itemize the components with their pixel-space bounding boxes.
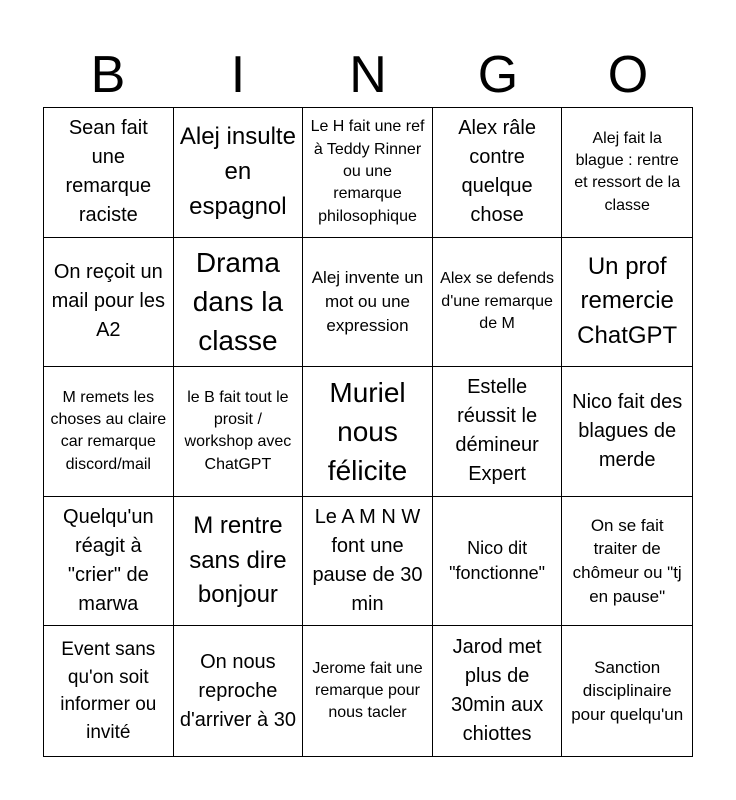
bingo-cell[interactable]: Event sans qu'on soit informer ou invité: [44, 626, 174, 756]
bingo-cell[interactable]: le B fait tout le prosit / workshop avec ChatGPT: [174, 367, 304, 497]
bingo-cell[interactable]: Alex se defends d'une remarque de M: [433, 238, 563, 368]
bingo-cell[interactable]: On se fait traiter de chômeur ou "tj en pause": [562, 497, 692, 627]
bingo-cell[interactable]: Nico fait des blagues de merde: [562, 367, 692, 497]
bingo-cell[interactable]: Le H fait une ref à Teddy Rinner ou une remarque philosophique: [303, 108, 433, 238]
header-letter-n: N: [349, 46, 387, 104]
bingo-cell[interactable]: On nous reproche d'arriver à 30: [174, 626, 304, 756]
bingo-header: [43, 40, 693, 110]
bingo-cell[interactable]: Sanction disciplinaire pour quelqu'un: [571, 657, 684, 725]
bingo-cell[interactable]: Alej fait la blague : rentre et ressort de la classe: [562, 108, 692, 238]
bingo-cell[interactable]: Alej insulte en espagnol: [174, 108, 304, 238]
bingo-cell[interactable]: Le A M N W font une pause de 30 min: [303, 497, 433, 627]
bingo-cell[interactable]: Jerome fait une remarque pour nous tacler: [303, 626, 433, 756]
bingo-cell[interactable]: M rentre sans dire bonjour: [174, 497, 304, 627]
bingo-cell[interactable]: Alej invente un mot ou une expression: [303, 238, 433, 368]
bingo-cell[interactable]: Muriel nous félicite: [303, 367, 433, 497]
bingo-cell[interactable]: Sean fait une remarque raciste: [44, 108, 174, 238]
header-letter-b: B: [90, 46, 126, 104]
header-letter-g: G: [477, 46, 519, 104]
header-letter-i: I: [230, 46, 246, 104]
bingo-cell[interactable]: Alex râle contre quelque chose: [433, 108, 563, 238]
bingo-cell[interactable]: Drama dans la classe: [174, 238, 304, 368]
header-letter-o: O: [607, 46, 649, 104]
bingo-grid: [43, 107, 693, 757]
bingo-cell[interactable]: On reçoit un mail pour les A2: [44, 238, 174, 368]
bingo-cell[interactable]: Quelqu'un réagit à "crier" de marwa: [44, 497, 174, 627]
bingo-cell[interactable]: Un prof remercie ChatGPT: [562, 238, 692, 368]
bingo-cell[interactable]: Nico dit "fonctionne": [433, 497, 563, 627]
bingo-cell[interactable]: Jarod met plus de 30min aux chiottes: [433, 626, 563, 756]
bingo-cell[interactable]: M remets les choses au claire car remarque discord/mail: [44, 367, 174, 497]
bingo-cell[interactable]: Estelle réussit le démineur Expert: [433, 367, 563, 497]
